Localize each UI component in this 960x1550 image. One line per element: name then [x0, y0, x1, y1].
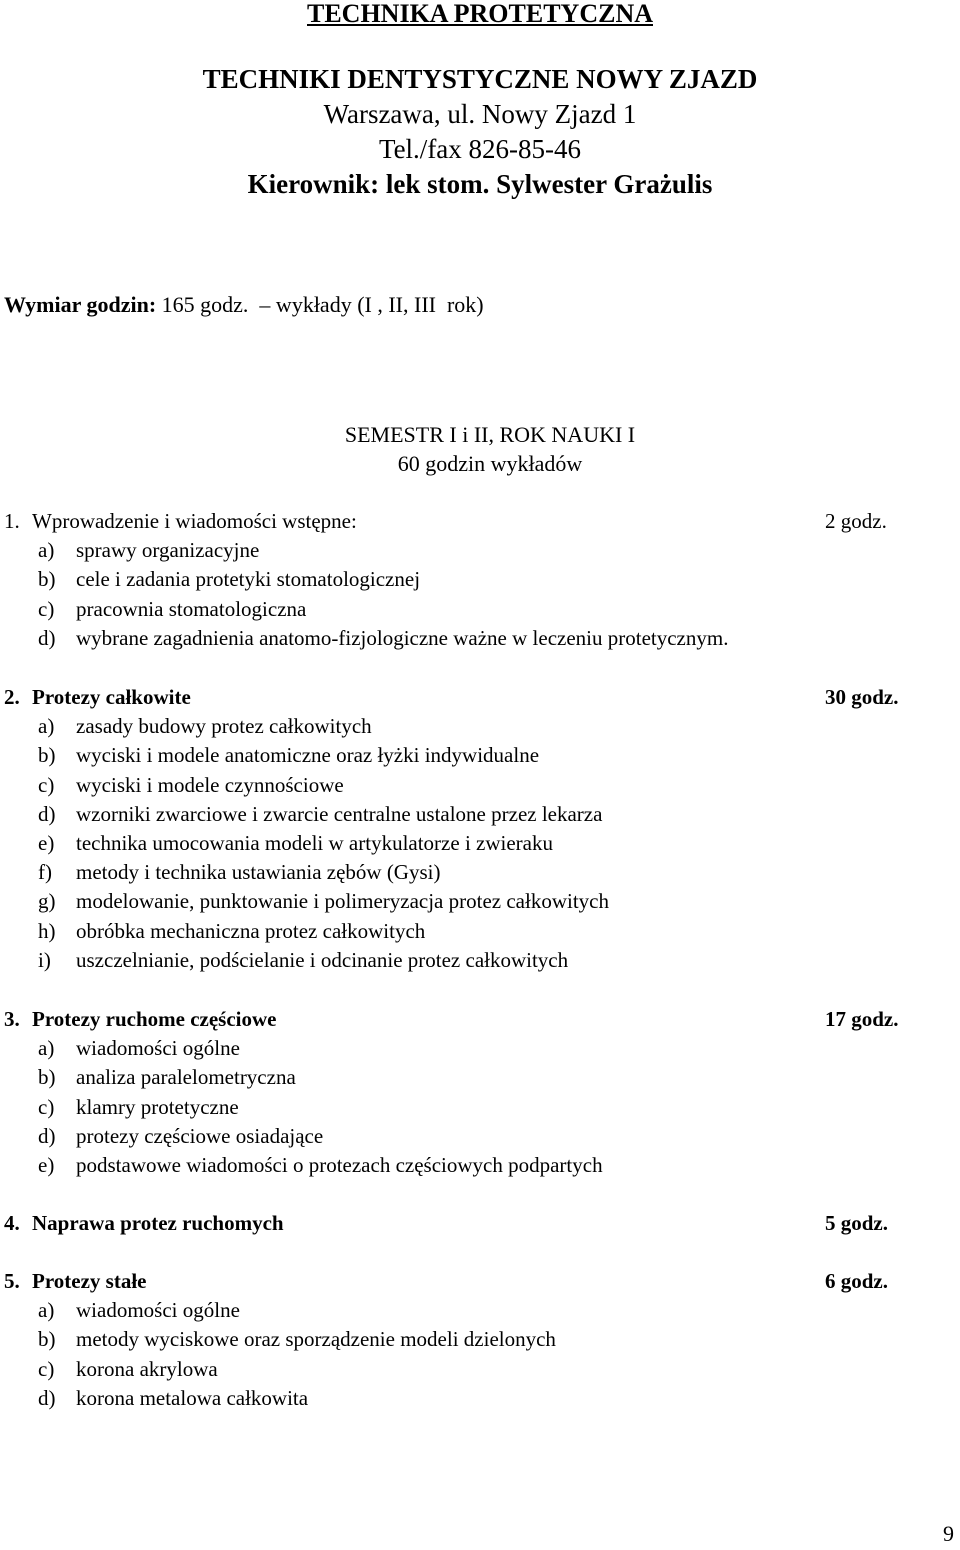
item-letter: b)	[38, 743, 56, 768]
list-item	[0, 536, 960, 565]
organization-block	[0, 62, 960, 202]
item-text: obróbka mechaniczna protez całkowitych	[76, 918, 426, 943]
hours-label: Wymiar godzin:	[4, 292, 157, 317]
item-letter: c)	[38, 1094, 55, 1119]
item-letter: d)	[38, 625, 56, 650]
list-item	[0, 1122, 960, 1151]
section-hours: 17 godz.	[825, 1007, 899, 1031]
item-text: cele i zadania protetyki stomatologicznej	[76, 567, 421, 592]
semester-block	[0, 420, 960, 478]
item-text: protezy częściowe osiadające	[76, 1123, 324, 1148]
item-letter: h)	[38, 918, 56, 943]
organization-manager: Kierownik: lek stom. Sylwester Grażulis	[247, 169, 713, 199]
item-letter: a)	[38, 538, 55, 563]
item-text: wyciski i modele anatomiczne oraz łyżki indywidualne	[76, 743, 540, 768]
section-heading	[0, 1209, 960, 1238]
page-title: TECHNIKA PROTETYCZNA	[307, 0, 653, 28]
item-text: wybrane zagadnienia anatomo-fizjologiczne ważne w leczeniu protetycznym.	[76, 625, 729, 650]
list-item	[0, 712, 960, 741]
item-text: zasady budowy protez całkowitych	[76, 714, 372, 739]
list-item	[0, 887, 960, 916]
organization-phone: Tel./fax 826-85-46	[378, 134, 582, 164]
list-item	[0, 771, 960, 800]
item-letter: c)	[38, 596, 55, 621]
item-text: modelowanie, punktowanie i polimeryzacja protez całkowitych	[76, 889, 609, 914]
section-hours: 5 godz.	[825, 1211, 888, 1235]
item-text: technika umocowania modeli w artykulatorze i zwieraku	[76, 830, 553, 855]
list-item	[0, 565, 960, 594]
list-item	[0, 624, 960, 653]
section-title: Protezy całkowite	[32, 685, 191, 709]
item-letter: d)	[38, 1123, 56, 1148]
item-letter: g)	[38, 889, 56, 914]
page-number: 9	[943, 1521, 954, 1546]
list-item	[0, 1355, 960, 1384]
item-text: wiadomości ogólne	[76, 1298, 240, 1323]
section-3	[0, 1005, 960, 1180]
item-letter: a)	[38, 714, 55, 739]
list-item	[0, 1063, 960, 1092]
item-text: wyciski i modele czynnościowe	[76, 772, 344, 797]
section-heading	[0, 1267, 960, 1296]
list-item	[0, 1151, 960, 1180]
item-letter: b)	[38, 1065, 56, 1090]
item-letter: e)	[38, 1152, 55, 1177]
list-item	[0, 946, 960, 975]
item-text: metody i technika ustawiania zębów (Gysi)	[76, 860, 441, 885]
item-letter: b)	[38, 1327, 56, 1352]
list-item	[0, 1296, 960, 1325]
item-text: korona metalowa całkowita	[76, 1385, 309, 1410]
section-title: Naprawa protez ruchomych	[32, 1211, 284, 1235]
section-title: Wprowadzenie i wiadomości wstępne:	[32, 509, 357, 533]
organization-name: TECHNIKI DENTYSTYCZNE NOWY ZJAZD	[202, 64, 758, 94]
list-item	[0, 1093, 960, 1122]
section-number: 2.	[4, 685, 20, 709]
organization-address: Warszawa, ul. Nowy Zjazd 1	[323, 99, 637, 129]
item-letter: a)	[38, 1298, 55, 1323]
list-item	[0, 1325, 960, 1354]
section-number: 1.	[4, 509, 20, 533]
section-title: Protezy ruchome częściowe	[32, 1007, 277, 1031]
item-letter: b)	[38, 567, 56, 592]
section-number: 3.	[4, 1007, 20, 1031]
item-letter: e)	[38, 830, 55, 855]
item-letter: d)	[38, 801, 56, 826]
section-number: 5.	[4, 1269, 20, 1293]
list-item	[0, 858, 960, 887]
list-item	[0, 800, 960, 829]
section-title: Protezy stałe	[32, 1269, 147, 1293]
section-hours: 30 godz.	[825, 685, 899, 709]
list-item	[0, 829, 960, 858]
section-number: 4.	[4, 1211, 20, 1235]
list-item	[0, 595, 960, 624]
section-4	[0, 1209, 960, 1238]
semester-subtitle: 60 godzin wykładów	[397, 451, 583, 476]
list-item	[0, 917, 960, 946]
item-text: metody wyciskowe oraz sporządzenie modeli dzielonych	[76, 1327, 556, 1352]
item-text: sprawy organizacyjne	[76, 538, 260, 563]
section-hours: 2 godz.	[825, 509, 887, 533]
hours-value: 165 godz. – wykłady (I , II, III rok)	[156, 292, 484, 317]
item-letter: c)	[38, 772, 55, 797]
item-text: pracownia stomatologiczna	[76, 596, 307, 621]
section-1	[0, 507, 960, 653]
item-text: wzorniki zwarciowe i zwarcie centralne ustalone przez lekarza	[76, 801, 603, 826]
section-2	[0, 683, 960, 975]
hours-line	[4, 290, 484, 320]
item-letter: c)	[38, 1356, 55, 1381]
list-item	[0, 1384, 960, 1413]
item-text: uszczelnianie, podścielanie i odcinanie protez całkowitych	[76, 947, 569, 972]
semester-title: SEMESTR I i II, ROK NAUKI I	[344, 422, 636, 447]
list-item	[0, 1034, 960, 1063]
item-text: klamry protetyczne	[76, 1094, 239, 1119]
section-heading	[0, 683, 960, 712]
section-hours: 6 godz.	[825, 1269, 888, 1293]
item-letter: d)	[38, 1385, 56, 1410]
section-heading	[0, 1005, 960, 1034]
item-letter: a)	[38, 1036, 55, 1061]
section-heading	[0, 507, 960, 536]
section-5	[0, 1267, 960, 1413]
list-item	[0, 741, 960, 770]
item-text: podstawowe wiadomości o protezach częściowych podpartych	[76, 1152, 603, 1177]
item-text: wiadomości ogólne	[76, 1036, 240, 1061]
item-text: korona akrylowa	[76, 1356, 218, 1381]
item-text: analiza paralelometryczna	[76, 1065, 296, 1090]
item-letter: i)	[38, 947, 51, 972]
item-letter: f)	[38, 860, 52, 885]
